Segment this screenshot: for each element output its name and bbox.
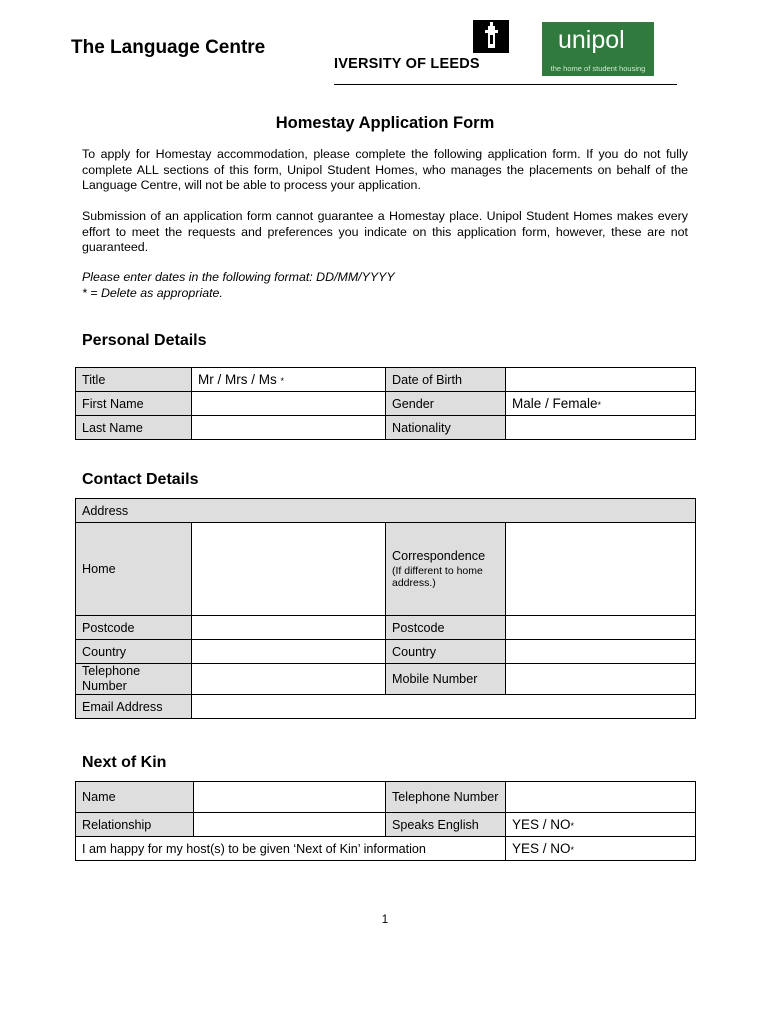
nationality-field[interactable] — [506, 416, 696, 440]
table-row — [76, 837, 696, 861]
form-title: Homestay Application Form — [275, 114, 495, 132]
kin-name-label: Name — [76, 782, 194, 813]
kin-consent-field[interactable] — [506, 837, 696, 861]
table-row — [76, 782, 696, 813]
kin-consent-label: I am happy for my host(s) to be given ‘Next of Kin’ information — [76, 837, 506, 861]
table-row — [76, 664, 696, 695]
speaks-english-options: YES / NO — [512, 817, 571, 832]
personal-details-heading: Personal Details — [82, 332, 207, 349]
last-name-field[interactable] — [192, 416, 386, 440]
contact-details-table — [75, 498, 696, 719]
table-row — [76, 368, 696, 392]
personal-details-table — [75, 367, 696, 440]
correspondence-note: (If different to home address.) — [392, 565, 483, 589]
mobile-field[interactable] — [506, 664, 696, 695]
telephone-field[interactable] — [192, 664, 386, 695]
speaks-english-label: Speaks English — [386, 813, 506, 837]
gender-options: Male / Female — [512, 396, 598, 411]
page-number: 1 — [381, 914, 389, 926]
header-divider — [334, 84, 677, 85]
centre-title: The Language Centre — [71, 37, 266, 58]
nationality-label: Nationality — [386, 416, 506, 440]
address-label: Address — [76, 499, 696, 523]
delete-note: * = Delete as appropriate. — [82, 286, 223, 300]
table-row — [76, 416, 696, 440]
table-row — [76, 813, 696, 837]
email-label: Email Address — [76, 695, 192, 719]
table-row — [76, 695, 696, 719]
next-of-kin-heading: Next of Kin — [82, 754, 167, 771]
relationship-field[interactable] — [194, 813, 386, 837]
table-row — [76, 523, 696, 616]
table-row — [76, 499, 696, 523]
date-format-note: Please enter dates in the following format: DD/MM/YYYY — [82, 270, 395, 284]
intro-paragraph-1: To apply for Homestay accommodation, please complete the following application form. If you do not fully complete ALL sections of this form, Unipol Student Homes, who manages the placements on behalf of the Language Centre, will not be able to process your application. — [82, 147, 688, 192]
first-name-field[interactable] — [192, 392, 386, 416]
home-postcode-field[interactable] — [192, 616, 386, 640]
home-label: Home — [76, 523, 192, 616]
dob-label: Date of Birth — [386, 368, 506, 392]
unipol-logo — [542, 22, 654, 76]
gender-field[interactable] — [506, 392, 696, 416]
last-name-label: Last Name — [76, 416, 192, 440]
unipol-tagline: the home of student housing — [550, 64, 646, 73]
correspondence-label: Correspondence — [392, 549, 486, 563]
table-row — [76, 640, 696, 664]
table-row — [76, 616, 696, 640]
title-options: Mr / Mrs / Ms — [198, 372, 277, 387]
home-country-label: Country — [76, 640, 192, 664]
leeds-logo-text: IVERSITY OF LEEDS — [334, 56, 480, 72]
asterisk-marker: * — [597, 400, 602, 410]
speaks-english-field[interactable] — [506, 813, 696, 837]
kin-consent-options: YES / NO — [512, 841, 571, 856]
email-field[interactable] — [192, 695, 696, 719]
table-row — [76, 392, 696, 416]
asterisk-marker: * — [280, 376, 285, 386]
title-field[interactable] — [192, 368, 386, 392]
correspondence-country-field[interactable] — [506, 640, 696, 664]
correspondence-address-field[interactable] — [506, 523, 696, 616]
correspondence-postcode-label: Postcode — [386, 616, 506, 640]
intro-paragraph-2: Submission of an application form cannot guarantee a Homestay place. Unipol Student Homes makes every effort to meet the requests and preferences you indicate on this application form, however, these are not guaranteed. — [82, 209, 688, 254]
relationship-label: Relationship — [76, 813, 194, 837]
unipol-wordmark: unipol — [558, 26, 625, 54]
gender-label: Gender — [386, 392, 506, 416]
correspondence-cell — [386, 523, 506, 616]
first-name-label: First Name — [76, 392, 192, 416]
leeds-crest-logo — [473, 20, 509, 53]
correspondence-postcode-field[interactable] — [506, 616, 696, 640]
home-postcode-label: Postcode — [76, 616, 192, 640]
mobile-label: Mobile Number — [386, 664, 506, 695]
kin-name-field[interactable] — [194, 782, 386, 813]
asterisk-marker: * — [570, 845, 575, 855]
next-of-kin-table — [75, 781, 696, 861]
asterisk-marker: * — [570, 821, 575, 831]
dob-field[interactable] — [506, 368, 696, 392]
kin-telephone-field[interactable] — [506, 782, 696, 813]
correspondence-country-label: Country — [386, 640, 506, 664]
contact-details-heading: Contact Details — [82, 471, 199, 488]
title-label: Title — [76, 368, 192, 392]
home-country-field[interactable] — [192, 640, 386, 664]
telephone-label: Telephone Number — [76, 664, 192, 695]
kin-telephone-label: Telephone Number — [386, 782, 506, 813]
home-address-field[interactable] — [192, 523, 386, 616]
